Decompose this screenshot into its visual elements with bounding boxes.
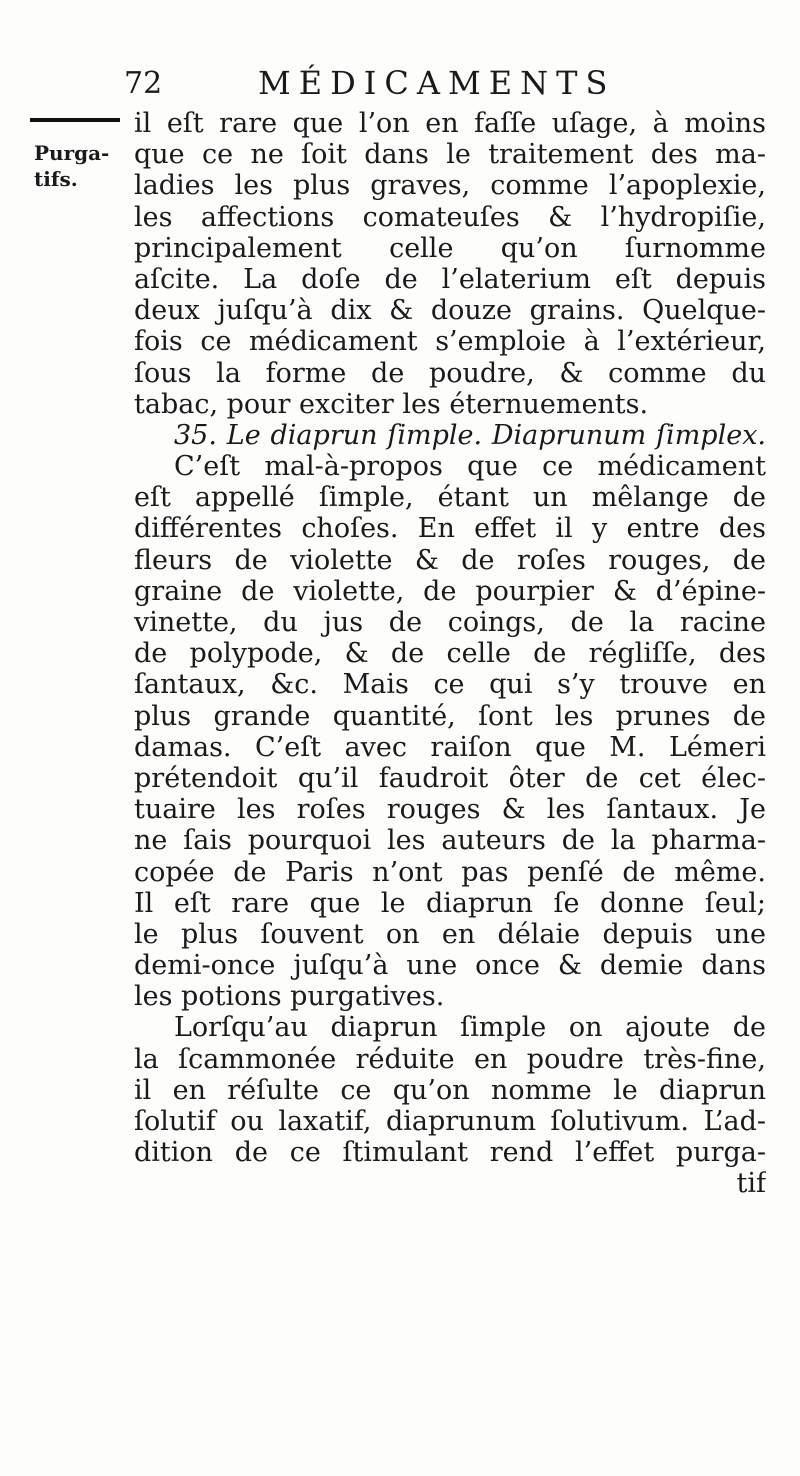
text-line: il eſt rare que l’on en faſſe uſage, à moins bbox=[134, 108, 766, 139]
body-text bbox=[134, 108, 766, 1200]
catchword: tif bbox=[736, 1168, 766, 1200]
text-line: les potions purgatives. bbox=[134, 981, 445, 1013]
text-line: ſantaux, &c. Mais ce qui s’y trouve en bbox=[134, 669, 766, 701]
running-title: MÉDICAMENTS bbox=[258, 64, 616, 102]
text-line: le plus ſouvent on en délaie depuis une bbox=[134, 918, 766, 950]
text-line: ne ſais pourquoi les auteurs de la pharma- bbox=[134, 825, 766, 857]
text-line: que ce ne ſoit dans le traitement des ma- bbox=[134, 139, 766, 171]
text-line: aſcite. La doſe de l’elaterium eſt depuis bbox=[134, 263, 766, 295]
text-line: fois ce médicament s’emploie à l’extérieur, bbox=[134, 326, 766, 358]
text-line: deux juſqu’à dix & douze grains. Quelque- bbox=[134, 295, 766, 327]
text-line: vinette, du jus de coings, de la racine bbox=[134, 607, 766, 638]
text-line: les affections comateuſes & l’hydropiſie, bbox=[134, 201, 766, 233]
page-number: 72 bbox=[124, 66, 163, 101]
text-line: ladies les plus graves, comme l’apoplexie, bbox=[134, 170, 766, 202]
text-line: tabac, pour exciter les éternuements. bbox=[134, 388, 649, 420]
text-line: eſt appellé ſimple, étant un mêlange de bbox=[134, 482, 766, 514]
text-line: demi-once juſqu’à une once & demie dans bbox=[134, 950, 766, 982]
margin-rule bbox=[30, 118, 120, 122]
text-line: graine de violette, de pourpier & d’épine- bbox=[134, 575, 766, 607]
text-line: ſous la forme de poudre, & comme du bbox=[134, 357, 766, 389]
text-line: différentes choſes. En effet il y entre des bbox=[134, 513, 766, 545]
text-line: ſolutif ou laxatif, diaprunum ſolutivum. L’ad- bbox=[134, 1106, 766, 1137]
margin-note-line: tifs. bbox=[34, 167, 78, 191]
text-line: principalement celle qu’on ſurnomme bbox=[134, 232, 766, 264]
text-line: copée de Paris n’ont pas penſé de même. bbox=[134, 856, 766, 888]
text-line: la ſcammonée réduite en poudre très-fine, bbox=[134, 1043, 766, 1075]
page-header bbox=[124, 64, 684, 104]
text-line: fleurs de violette & de roſes rouges, de bbox=[134, 544, 766, 576]
text-line: plus grande quantité, ſont les prunes de bbox=[134, 700, 766, 732]
text-line: C’eſt mal-à-propos que ce médicament bbox=[174, 451, 766, 483]
text-line: Lorſqu’au diaprun ſimple on ajoute de bbox=[174, 1012, 766, 1044]
text-line: dition de ce ſtimulant rend l’effet purga- bbox=[134, 1137, 766, 1169]
text-line: Il eſt rare que le diaprun ſe donne ſeul; bbox=[134, 887, 766, 919]
text-line: tuaire les roſes rouges & les ſantaux. Je bbox=[134, 794, 766, 826]
text-line: il en réſulte ce qu’on nomme le diaprun bbox=[134, 1074, 766, 1106]
section-heading: 35. Le diaprun ſimple. Diaprunum ſimplex. bbox=[174, 419, 766, 451]
text-line: prétendoit qu’il faudroit ôter de cet élec- bbox=[134, 762, 766, 794]
text-line: de polypode, & de celle de régliſſe, des bbox=[134, 638, 766, 670]
margin-note-line: Purga- bbox=[34, 141, 110, 165]
margin-note bbox=[34, 140, 122, 192]
text-line: damas. C’eſt avec raiſon que M. Lémeri bbox=[134, 731, 766, 763]
